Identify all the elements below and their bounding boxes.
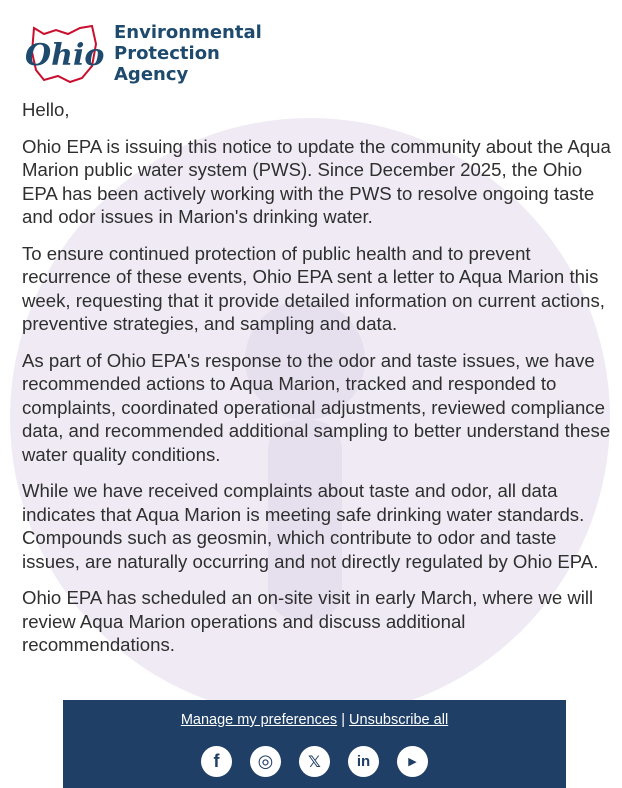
agency-title bbox=[114, 22, 314, 85]
ohio-logo bbox=[22, 22, 106, 86]
link-separator: | bbox=[341, 712, 345, 728]
facebook-icon[interactable]: f bbox=[201, 746, 232, 777]
email-footer bbox=[63, 700, 566, 788]
logo-text: Ohio bbox=[25, 38, 105, 73]
social-links bbox=[63, 746, 566, 777]
agency-title-line-1: Environmental bbox=[114, 22, 262, 43]
paragraph-update: Ohio EPA is issuing this notice to update the community about the Aqua Marion public water system (PWS). Since December 2025, the Ohio EPA has been actively working with the PWS to resolve ongoing taste and odor issues in Marion's drinking water. bbox=[22, 135, 611, 227]
x-icon[interactable]: 𝕏 bbox=[299, 746, 330, 777]
footer-links bbox=[63, 712, 566, 728]
greeting: Hello, bbox=[22, 99, 70, 120]
agency-title-line-2: Protection bbox=[114, 43, 220, 64]
paragraph-standards: While we have received complaints about taste and odor, all data indicates that Aqua Marion is meeting safe drinking water standards. Compounds such as geosmin, which contribute to odor and taste issues, are naturally occurring and not directly regulated by Ohio EPA. bbox=[22, 480, 599, 572]
agency-title-line-3: Agency bbox=[114, 64, 189, 85]
manage-preferences-link[interactable]: Manage my preferences bbox=[180, 712, 338, 728]
linkedin-icon[interactable]: in bbox=[348, 746, 379, 777]
email-body bbox=[22, 98, 612, 670]
instagram-icon[interactable]: ◎ bbox=[250, 746, 281, 777]
unsubscribe-link[interactable]: Unsubscribe all bbox=[349, 712, 449, 728]
paragraph-visit: Ohio EPA has scheduled an on-site visit in early March, where we will review Aqua Marion operations and discuss additional recommendations. bbox=[22, 587, 594, 655]
paragraph-response: As part of Ohio EPA's response to the odor and taste issues, we have recommended actions to Aqua Marion, tracked and responded to complaints, coordinated operational adjustments, reviewed compliance data, and recommended additional sampling to better understand these water quality conditions. bbox=[22, 349, 611, 465]
paragraph-letter: To ensure continued protection of public health and to prevent recurrence of these events, Ohio EPA sent a letter to Aqua Marion this week, requesting that it provide detailed information on current actions, preventive strategies, and sampling and data. bbox=[22, 242, 605, 334]
youtube-icon[interactable]: ▶ bbox=[397, 746, 428, 777]
